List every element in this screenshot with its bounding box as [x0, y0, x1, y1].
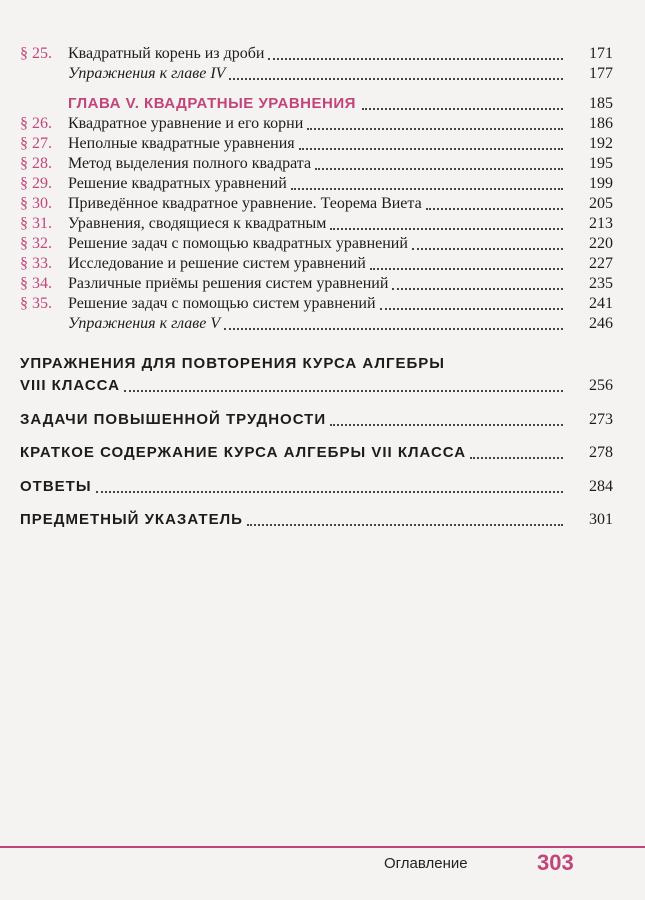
entry-page: 220: [589, 235, 613, 252]
entry-title: Упражнения к главе V: [68, 315, 221, 332]
entry-page: 213: [589, 215, 613, 232]
section-title: ПРЕДМЕТНЫЙ УКАЗАТЕЛЬ: [20, 511, 243, 528]
chapter-title: ГЛАВА V. КВАДРАТНЫЕ УРАВНЕНИЯ: [68, 95, 356, 112]
entry-page: 246: [589, 315, 613, 332]
entry-page: 171: [589, 45, 613, 62]
dot-leader: [96, 491, 563, 493]
section-number: § 34.: [20, 275, 52, 292]
entry-title: Исследование и решение систем уравнений: [68, 255, 366, 272]
toc-entry-35[interactable]: [0, 294, 645, 314]
section-page: 284: [589, 478, 613, 495]
toc-chapter-5[interactable]: [0, 94, 645, 114]
dot-leader: [247, 524, 563, 526]
dot-leader: [307, 128, 563, 130]
dot-leader: [330, 228, 563, 230]
section-number: § 31.: [20, 215, 52, 232]
chapter-page: 185: [589, 95, 613, 112]
section-number: § 35.: [20, 295, 52, 312]
footer-page-number: 303: [537, 850, 574, 875]
entry-title: Решение задач с помощью систем уравнений: [68, 295, 376, 312]
dot-leader: [229, 78, 563, 80]
toc-entry-30[interactable]: [0, 194, 645, 214]
dot-leader: [330, 424, 563, 426]
toc-entry-exercises-ch4[interactable]: [0, 64, 645, 84]
entry-title: Уравнения, сводящиеся к квадратным: [68, 215, 327, 232]
entry-title: Решение квадратных уравнений: [68, 175, 287, 192]
toc-section-index[interactable]: [0, 508, 645, 530]
dot-leader: [362, 108, 563, 110]
entry-title: Квадратный корень из дроби: [68, 45, 265, 62]
section-number: § 33.: [20, 255, 52, 272]
toc-section-answers[interactable]: [0, 475, 645, 497]
entry-page: 192: [589, 135, 613, 152]
entry-title: Упражнения к главе IV: [68, 65, 226, 82]
entry-page: 195: [589, 155, 613, 172]
toc-entry-25[interactable]: [0, 44, 645, 64]
dot-leader: [124, 390, 563, 392]
dot-leader: [380, 308, 563, 310]
entry-page: 205: [589, 195, 613, 212]
toc-entry-27[interactable]: [0, 134, 645, 154]
dot-leader: [315, 168, 563, 170]
dot-leader: [268, 58, 563, 60]
entry-title: Решение задач с помощью квадратных уравнений: [68, 235, 408, 252]
section-page: 256: [589, 377, 613, 394]
footer-divider: [0, 846, 645, 848]
section-title-line1: УПРАЖНЕНИЯ ДЛЯ ПОВТОРЕНИЯ КУРСА АЛГЕБРЫ: [20, 355, 445, 372]
section-page: 273: [589, 411, 613, 428]
section-number: § 29.: [20, 175, 52, 192]
toc-entry-31[interactable]: [0, 214, 645, 234]
toc-entry-exercises-ch5[interactable]: [0, 314, 645, 334]
section-title: ЗАДАЧИ ПОВЫШЕННОЙ ТРУДНОСТИ: [20, 411, 327, 428]
toc-entry-34[interactable]: [0, 274, 645, 294]
entry-title: Различные приёмы решения систем уравнений: [68, 275, 389, 292]
entry-page: 186: [589, 115, 613, 132]
footer-running-title: Оглавление: [384, 855, 468, 872]
entry-page: 235: [589, 275, 613, 292]
entry-page: 199: [589, 175, 613, 192]
entry-title: Квадратное уравнение и его корни: [68, 115, 304, 132]
dot-leader: [426, 208, 563, 210]
toc-section-review-line1[interactable]: [0, 352, 645, 374]
section-page: 301: [589, 511, 613, 528]
toc-entry-28[interactable]: [0, 154, 645, 174]
toc-section-summary[interactable]: [0, 441, 645, 463]
section-page: 278: [589, 444, 613, 461]
section-number: § 30.: [20, 195, 52, 212]
dot-leader: [299, 148, 563, 150]
section-number: § 26.: [20, 115, 52, 132]
toc-section-review[interactable]: [0, 374, 645, 396]
dot-leader: [392, 288, 563, 290]
dot-leader: [412, 248, 563, 250]
dot-leader: [470, 457, 563, 459]
section-number: § 32.: [20, 235, 52, 252]
section-number: § 28.: [20, 155, 52, 172]
toc-entry-26[interactable]: [0, 114, 645, 134]
entry-title: Приведённое квадратное уравнение. Теорема Виета: [68, 195, 422, 212]
toc-entry-33[interactable]: [0, 254, 645, 274]
dot-leader: [291, 188, 563, 190]
dot-leader: [224, 328, 563, 330]
section-number: § 25.: [20, 45, 52, 62]
entry-page: 227: [589, 255, 613, 272]
section-title: КРАТКОЕ СОДЕРЖАНИЕ КУРСА АЛГЕБРЫ VII КЛАССА: [20, 444, 467, 461]
section-title: ОТВЕТЫ: [20, 478, 92, 495]
table-of-contents: [0, 44, 645, 530]
dot-leader: [370, 268, 563, 270]
section-title: VIII КЛАССА: [20, 377, 120, 394]
entry-page: 241: [589, 295, 613, 312]
entry-page: 177: [589, 65, 613, 82]
toc-section-hard-problems[interactable]: [0, 408, 645, 430]
entry-title: Метод выделения полного квадрата: [68, 155, 312, 172]
toc-entry-29[interactable]: [0, 174, 645, 194]
section-number: § 27.: [20, 135, 52, 152]
toc-entry-32[interactable]: [0, 234, 645, 254]
entry-title: Неполные квадратные уравнения: [68, 135, 295, 152]
